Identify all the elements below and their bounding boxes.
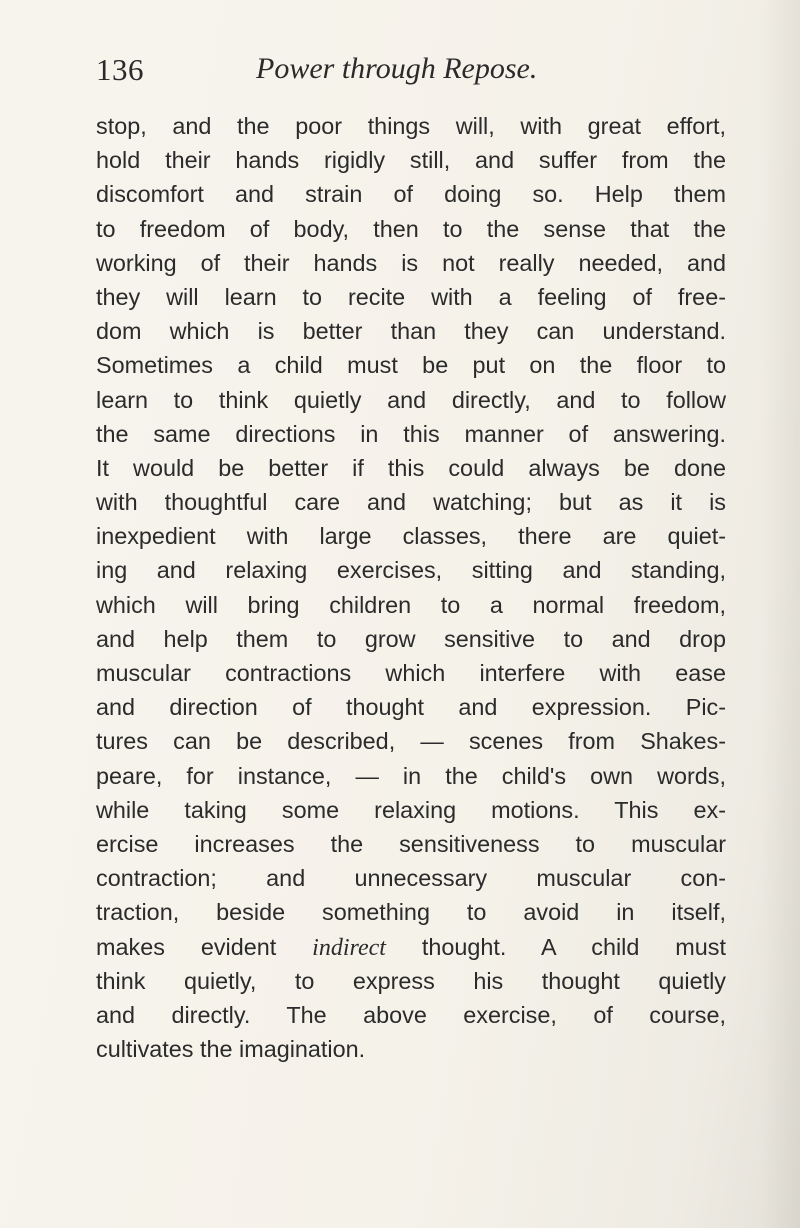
text-line: It would be better if this could always be done	[96, 454, 726, 481]
text-line: Sometimes a child must be put on the floor to	[96, 352, 726, 379]
text-line: peare, for instance, — in the child's own words,	[96, 762, 726, 789]
text-line: working of their hands is not really needed, and	[96, 249, 726, 276]
text-line: to freedom of body, then to the sense that the	[96, 215, 726, 242]
text-line: ercise increases the sensitiveness to muscular	[96, 830, 726, 857]
page-number: 136	[96, 52, 144, 87]
text-line: ing and relaxing exercises, sitting and standing,	[96, 557, 726, 584]
text-line: and directly. The above exercise, of course,	[96, 1001, 726, 1028]
text-line: stop, and the poor things will, with great effort,	[96, 113, 726, 139]
text-line: while taking some relaxing motions. This ex-	[96, 796, 726, 823]
text-line: with thoughtful care and watching; but as it is	[96, 489, 726, 516]
text-line: tures can be described, — scenes from Shakes-	[96, 728, 726, 755]
text-line: contraction; and unnecessary muscular con-	[96, 865, 726, 892]
text-line: they will learn to recite with a feeling of free-	[96, 283, 726, 310]
page-header	[96, 52, 736, 96]
text-line: traction, beside something to avoid in itself,	[96, 899, 726, 926]
text-line: inexpedient with large classes, there are quiet-	[96, 523, 726, 550]
page-edge-shadow	[760, 0, 800, 1228]
text-line: hold their hands rigidly still, and suffer from the	[96, 147, 726, 174]
text-line: think quietly, to express his thought quietly	[96, 967, 726, 994]
text-line: muscular contractions which interfere with ease	[96, 660, 726, 686]
text-line: which will bring children to a normal freedom,	[96, 591, 726, 618]
running-head: Power through Repose.	[256, 52, 538, 85]
body-text	[96, 109, 726, 1066]
text-line: makes evident indirect thought. A child must	[96, 933, 726, 961]
text-line: the same directions in this manner of answering.	[96, 420, 726, 447]
text-line: dom which is better than they can understand.	[96, 318, 726, 345]
text-line: learn to think quietly and directly, and to follow	[96, 386, 726, 413]
italic-emphasis: indirect	[312, 934, 386, 961]
text-line: cultivates the imagination.	[96, 1036, 366, 1063]
text-line: discomfort and strain of doing so. Help them	[96, 181, 726, 208]
text-line: and help them to grow sensitive to and drop	[96, 625, 726, 652]
text-line: and direction of thought and expression. Pic-	[96, 694, 726, 721]
